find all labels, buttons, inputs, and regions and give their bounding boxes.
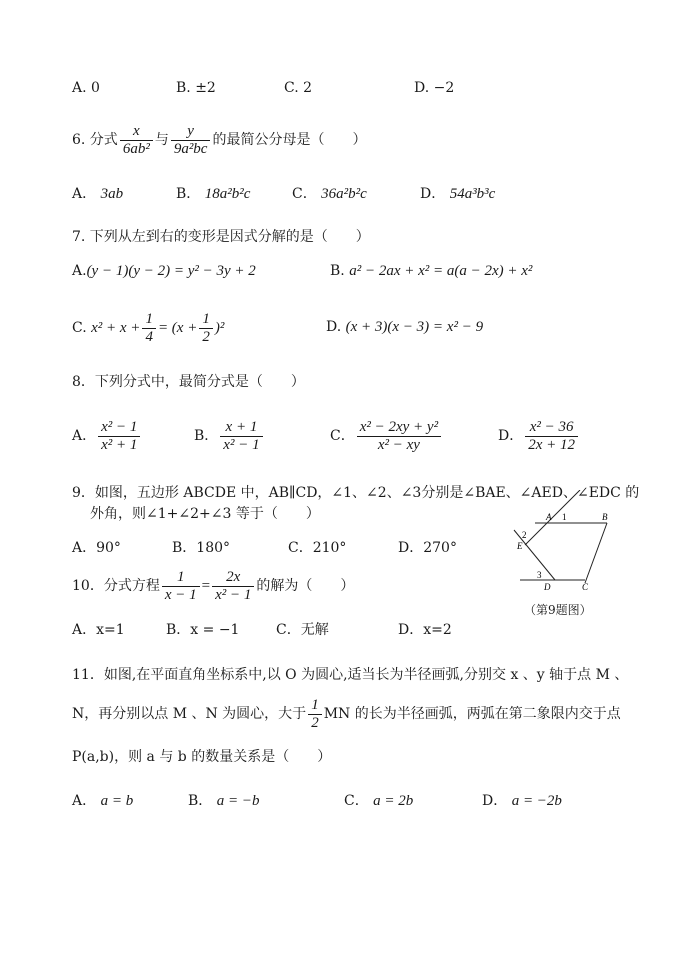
q5-option-a: A. 0 bbox=[72, 80, 100, 96]
q10-option-d: D．x=2 bbox=[398, 622, 452, 638]
q7-option-c: C. x² + x + $\frac{1}{4}$ = (x + $\frac{1}{2}$ )² bbox=[72, 310, 225, 345]
figure-caption: （第9题图） bbox=[524, 603, 592, 617]
label-d: D bbox=[544, 582, 551, 592]
q8-option-d: D． $\frac{\text{x² − 36}}{2x + 12}$ bbox=[498, 416, 580, 456]
q10-fraction-1: $\frac{1}{x - 1}$ bbox=[162, 569, 200, 604]
label-3: 3 bbox=[537, 570, 542, 580]
q9-option-b: B．180° bbox=[172, 540, 231, 556]
q11-option-a: A． a = b bbox=[72, 793, 134, 809]
label-a: A bbox=[546, 512, 552, 522]
q7-c-fraction-2: $\frac{1}{2}$ bbox=[199, 311, 213, 346]
q8-option-b: B． $\frac{x + 1}{\text{x² − 1}}$ bbox=[194, 416, 265, 456]
q8-stem: 8．下列分式中，最简分式是（ ） bbox=[72, 374, 305, 390]
q9-stem-line-1: 9．如图，五边形 ABCDE 中，AB∥CD，∠1、∠2、∠3分别是∠BAE、∠AED、∠EDC 的 bbox=[72, 485, 640, 501]
q6-option-d: D． 54a³b³c bbox=[420, 186, 496, 202]
q6-option-b: B． 18a²b²c bbox=[176, 186, 251, 202]
q5-option-b: B. ±2 bbox=[176, 80, 216, 96]
q6-prefix: 6. 分式 bbox=[72, 132, 118, 148]
q5-option-d: D. −2 bbox=[414, 80, 455, 96]
q9-stem-line-2: 外角，则∠1+∠2+∠3 等于（ ） bbox=[90, 506, 320, 522]
q10-option-b: B．x = −1 bbox=[166, 622, 240, 638]
q11-stem-line-2: N，再分别以点 M 、N 为圆心，大于 $\frac{1}{2}$ MN 的长为半径画弧，两弧在第二象限内交于点 bbox=[72, 696, 621, 731]
q6-suffix: 的最简公分母是（ ） bbox=[212, 132, 367, 148]
q6-fraction-2: $\frac{y}{\text{9a²bc}}$ bbox=[171, 123, 211, 158]
q6-option-a: A． 3ab bbox=[72, 186, 124, 202]
q8-option-a: A． $\frac{\text{x² − 1}}{\text{x² + 1}}$ bbox=[72, 416, 142, 456]
q7-option-a: A.(y − 1)(y − 2) = y² − 3y + 2 bbox=[72, 263, 256, 279]
q6-stem bbox=[72, 120, 366, 160]
q7-c-fraction-1: $\frac{1}{4}$ bbox=[142, 311, 156, 346]
label-2: 2 bbox=[522, 530, 527, 540]
line-ea-extended bbox=[525, 490, 580, 545]
q10-stem: 10．分式方程 $\frac{1}{x - 1}$ = $\frac{2x}{\text{x² − 1}}$ 的解为（ ） bbox=[72, 568, 355, 603]
q11-option-b: B． a = −b bbox=[188, 793, 260, 809]
q6-fraction-1: $\frac{x}{\text{6ab²}}$ bbox=[120, 123, 153, 158]
label-c: C bbox=[582, 582, 589, 592]
q9-option-a: A．90° bbox=[72, 540, 121, 556]
q7-option-b: B. a² − 2ax + x² = a(a − 2x) + x² bbox=[330, 263, 533, 279]
q11-stem-line-1: 11．如图,在平面直角坐标系中,以 O 为圆心,适当长为半径画弧,分别交 x 、y 轴于点 M 、 bbox=[72, 667, 629, 683]
q7-stem: 7. 下列从左到右的变形是因式分解的是（ ） bbox=[72, 229, 370, 245]
q10-fraction-2: $\frac{2x}{\text{x² − 1}}$ bbox=[212, 569, 254, 604]
q6-mid: 与 bbox=[154, 132, 169, 148]
q6-option-c: C． 36a²b²c bbox=[292, 186, 367, 202]
q11-fraction: $\frac{1}{2}$ bbox=[308, 697, 322, 732]
line-de-extended bbox=[514, 530, 555, 580]
label-e: E bbox=[517, 541, 523, 551]
label-b: B bbox=[602, 512, 608, 522]
q9-option-d: D．270° bbox=[398, 540, 457, 556]
q11-option-d: D． a = −2b bbox=[482, 793, 562, 809]
q8-option-c: C． $\frac{\text{x² − 2xy + y²}}{\text{x² − xy}}$ bbox=[330, 416, 443, 456]
q10-option-a: A．x=1 bbox=[72, 622, 125, 638]
q11-stem-line-3: P(a,b)，则 a 与 b 的数量关系是（ ） bbox=[72, 749, 332, 765]
line-bc bbox=[585, 523, 607, 583]
label-1: 1 bbox=[562, 512, 567, 522]
q7-option-d: D. (x + 3)(x − 3) = x² − 9 bbox=[326, 319, 484, 335]
q5-option-c: C. 2 bbox=[284, 80, 313, 96]
q10-option-c: C．无解 bbox=[276, 622, 329, 638]
pentagon-figure bbox=[500, 490, 630, 595]
q11-option-c: C． a = 2b bbox=[344, 793, 414, 809]
q9-option-c: C．210° bbox=[288, 540, 347, 556]
